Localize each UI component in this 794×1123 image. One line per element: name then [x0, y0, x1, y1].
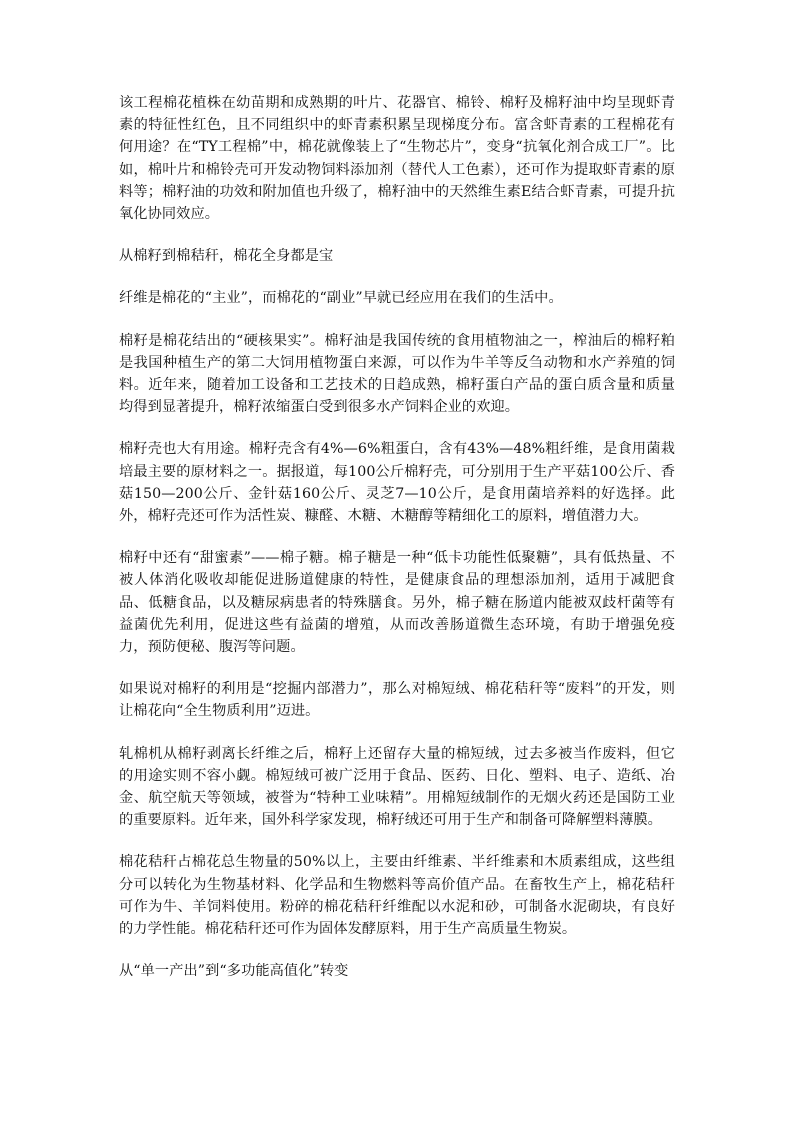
section-heading-cotton-treasure: 从棉籽到棉秸秆，棉花全身都是宝	[119, 248, 334, 265]
document-body	[119, 92, 675, 1003]
paragraph-cottonseed-hull: 棉籽壳也大有用途。棉籽壳含有4%—6%粗蛋白，含有43%—48%粗纤维，是食用菌栽培最主要的原材料之一。据报道，每100公斤棉籽壳，可分别用于生产平菇100公斤、香菇150—200公斤、金针菇160公斤、灵芝7—10公斤，是食用菌培养料的好选择。此外，棉籽壳还可作为活性炭、糠醛、木糖、木糖醇等精细化工的原料，增值潜力大。	[119, 441, 675, 525]
paragraph-cotton-linter: 轧棉机从棉籽剥离长纤维之后，棉籽上还留存大量的棉短绒，过去多被当作废料，但它的用途实则不容小觑。棉短绒可被广泛用于食品、医药、日化、塑料、电子、造纸、冶金、航空航天等领域，被誉为“特种工业味精”。用棉短绒制作的无烟火药还是国防工业的重要原料。近年来，国外科学家发现，棉籽绒还可用于生产和制备可降解塑料薄膜。	[119, 745, 675, 829]
paragraph-whole-biomass: 如果说对棉籽的利用是“挖掘内部潜力”，那么对棉短绒、棉花秸秆等“废料”的开发，则让棉花向“全生物质利用”迈进。	[119, 681, 675, 720]
section-heading-high-value: 从“单一产出”到“多功能高值化”转变	[119, 963, 349, 980]
paragraph-fiber-main-business: 纤维是棉花的“主业”，而棉花的“副业”早就已经应用在我们的生活中。	[119, 290, 563, 307]
paragraph-astaxanthin-cotton: 该工程棉花植株在幼苗期和成熟期的叶片、花器官、棉铃、棉籽及棉籽油中均呈现虾青素的特征性红色，且不同组织中的虾青素积累呈现梯度分布。富含虾青素的工程棉花有何用途？在“TY工程棉”中，棉花就像装上了“生物芯片”，变身“抗氧化剂合成工厂”。比如，棉叶片和棉铃壳可开发动物饲料添加剂（替代人工色素），还可作为提取虾青素的原料等；棉籽油的功效和附加值也升级了，棉籽油中的天然维生素E结合虾青素，可提升抗氧化协同效应。	[119, 95, 675, 223]
paragraph-raffinose: 棉籽中还有“甜蜜素”——棉子糖。棉子糖是一种“低卡功能性低聚糖”，具有低热量、不被人体消化吸收却能促进肠道健康的特性，是健康食品的理想添加剂，适用于减肥食品、低糖食品，以及糖尿病患者的特殊膳食。另外，棉子糖在肠道内能被双歧杆菌等有益菌优先利用，促进这些有益菌的增殖，从而改善肠道微生态环境，有助于增强免疫力，预防便秘、腹泻等问题。	[119, 550, 675, 656]
paragraph-cottonseed: 棉籽是棉花结出的“硬核果实”。棉籽油是我国传统的食用植物油之一，榨油后的棉籽粕是我国种植生产的第二大饲用植物蛋白来源，可以作为牛羊等反刍动物和水产养殖的饲料。近年来，随着加工设备和工艺技术的日趋成熟，棉籽蛋白产品的蛋白质含量和质量均得到显著提升，棉籽浓缩蛋白受到很多水产饲料企业的欢迎。	[119, 332, 675, 416]
paragraph-cotton-stalk: 棉花秸秆占棉花总生物量的50%以上，主要由纤维素、半纤维素和木质素组成，这些组分可以转化为生物基材料、化学品和生物燃料等高价值产品。在畜牧生产上，棉花秸秆可作为牛、羊饲料使用。粉碎的棉花秸秆纤维配以水泥和砂，可制备水泥砌块，有良好的力学性能。棉花秸秆还可作为固体发酵原料，用于生产高质量生物炭。	[119, 854, 675, 938]
